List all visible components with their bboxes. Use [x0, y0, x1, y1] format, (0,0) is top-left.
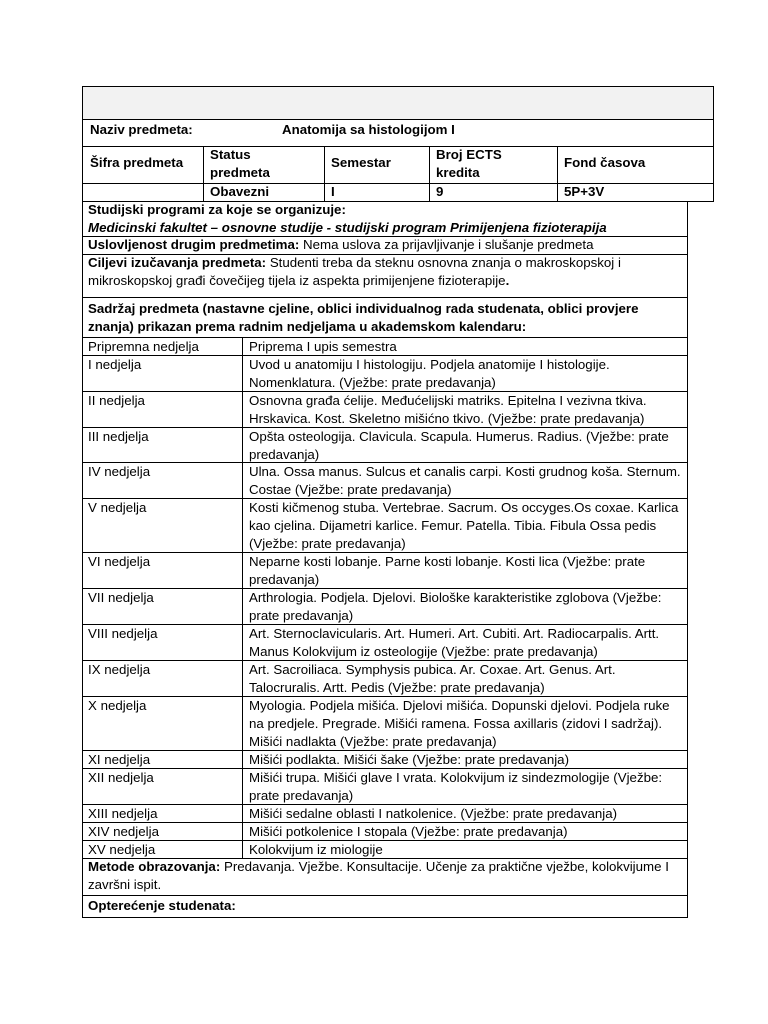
course-body-table: [82, 201, 688, 918]
week-row: [83, 768, 687, 804]
goals-end: .: [505, 272, 510, 288]
course-name-label: Naziv predmeta:: [90, 122, 193, 137]
week-label: VI nedjelja: [88, 554, 151, 569]
week-label: XIV nedjelja: [88, 824, 159, 839]
info-value-status: Obavezni: [210, 184, 270, 199]
week-label: VIII nedjelja: [88, 626, 158, 641]
week-row: [83, 552, 687, 588]
prerequisites-label: Uslovljenost drugim predmetima:: [88, 237, 300, 252]
info-header-semester: Semestar: [331, 155, 391, 170]
week-label: X nedjelja: [88, 698, 147, 713]
week-label: IX nedjelja: [88, 662, 151, 677]
week-row: [83, 750, 687, 768]
week-topic: Art. Sternoclavicularis. Art. Humeri. Art. Cubiti. Art. Radiocarpalis. Artt. Manus Kolokvijum iz osteologije (Vježbe: prate predavanja): [249, 626, 660, 659]
week-topic: Opšta osteologija. Clavicula. Scapula. Humerus. Radius. (Vježbe: prate predavanja): [249, 429, 669, 462]
week-row: [83, 337, 687, 355]
week-topic: Ulna. Ossa manus. Sulcus et canalis carpi. Kosti grudnog koša. Sternum. Costae (Vježbe: prate predavanja): [249, 464, 681, 497]
week-row: [83, 427, 687, 462]
week-topic: Mišići potkolenice I stopala (Vježbe: prate predavanja): [249, 824, 568, 839]
week-topic: Uvod u anatomiju I histologiju. Podjela anatomije I histologije. Nomenklatura. (Vježbe: prate predavanja): [249, 357, 610, 390]
methods-label: Metode obrazovanja:: [88, 859, 221, 874]
week-label: II nedjelja: [88, 393, 145, 408]
header-blank-row: [83, 87, 713, 119]
info-header-hours: Fond časova: [564, 155, 646, 170]
week-label: Pripremna nedjelja: [88, 339, 199, 354]
week-row: [83, 391, 687, 427]
week-row: [83, 588, 687, 624]
week-topic: Osnovna građa ćelije. Međućelijski matriks. Epitelna I vezivna tkiva. Hrskavica. Kost. Skeletno mišićno tkivo. (Vježbe: prate predavanja): [249, 393, 647, 426]
workload-label: Opterećenje studenata:: [88, 898, 236, 913]
week-topic: Art. Sacroiliaca. Symphysis pubica. Ar. Coxae. Art. Genus. Art. Talocruralis. Artt. Pedis (Vježbe: prate predavanja): [249, 662, 616, 695]
week-label: III nedjelja: [88, 429, 149, 444]
week-topic: Mišići sedalne oblasti I natkolenice. (Vježbe: prate predavanja): [249, 806, 618, 821]
programs-value: Medicinski fakultet – osnovne studije - studijski program Primijenjena fizioterapija: [88, 219, 607, 235]
week-topic: Neparne kosti lobanje. Parne kosti lobanje. Kosti lica (Vježbe: prate predavanja): [249, 554, 646, 587]
goals-block: [83, 254, 687, 290]
week-row: [83, 624, 687, 660]
week-row: [83, 355, 687, 391]
info-value-semester: I: [331, 184, 335, 199]
week-row: [83, 660, 687, 696]
week-topic: Mišići trupa. Mišići glave I vrata. Kolokvijum iz sindezmologije (Vježbe: prate predavanja): [249, 770, 663, 803]
week-label: XI nedjelja: [88, 752, 151, 767]
programs-label: Studijski programi za koje se organizuje:: [88, 202, 346, 217]
methods-block: [83, 858, 687, 894]
goals-label: Ciljevi izučavanja predmeta:: [88, 255, 267, 270]
week-row: [83, 840, 687, 859]
week-label: XV nedjelja: [88, 842, 156, 857]
week-label: XII nedjelja: [88, 770, 154, 785]
info-value-ects: 9: [436, 184, 444, 199]
week-topic: Kosti kičmenog stuba. Vertebrae. Sacrum. Os occyges.Os coxae. Karlica kao cjelina. Dijametri karlice. Femur. Patella. Tibia. Fibula Ossa pedis (Vježbe: prate predavanja): [249, 500, 679, 551]
week-row: [83, 804, 687, 822]
programs-block: [83, 201, 687, 236]
week-row: [83, 462, 687, 498]
week-topic: Arthrologia. Podjela. Djelovi. Biološke karakteristike zglobova (Vježbe: prate predavanja): [249, 590, 662, 623]
week-row: [83, 822, 687, 840]
week-row: [83, 696, 687, 750]
info-header-status: Status predmeta: [210, 147, 270, 180]
course-header-table: [82, 86, 714, 202]
content-heading: Sadržaj predmeta (nastavne cjeline, oblici individualnog rada studenata, oblici provjere znanja) prikazan prema radnim nedjeljama u akademskom kalendaru:: [88, 301, 639, 334]
info-header-code: Šifra predmeta: [90, 155, 184, 170]
week-label: VII nedjelja: [88, 590, 154, 605]
goals-value: Studenti treba da steknu osnovna znanja o makroskopskoj i mikroskopskoj građi čovečijeg tijela iz aspekta primijenjene fizioterapije: [88, 255, 621, 288]
week-label: I nedjelja: [88, 357, 142, 372]
week-topic: Mišići podlakta. Mišići šake (Vježbe: prate predavanja): [249, 752, 570, 767]
week-label: XIII nedjelja: [88, 806, 158, 821]
methods-value: Predavanja. Vježbe. Konsultacije. Učenje za praktične vježbe, kolokvijume I završni ispit.: [88, 859, 669, 892]
week-label: V nedjelja: [88, 500, 147, 515]
week-topic: Myologia. Podjela mišića. Djelovi mišića. Dopunski djelovi. Podjela ruke na predjele. Pregrade. Mišići ramena. Fossa axillaris (zidovi I sadržaj). Mišići nadlakta (Vježbe: prate predavanja): [249, 698, 670, 749]
week-topic: Kolokvijum iz miologije: [249, 842, 383, 857]
info-value-hours: 5P+3V: [564, 184, 605, 199]
prerequisites-value: Nema uslova za prijavljivanje i slušanje predmeta: [303, 237, 594, 252]
week-row: [83, 498, 687, 552]
prerequisites-block: [83, 236, 687, 254]
weeks-table: [83, 337, 687, 859]
course-name-value: Anatomija sa histologijom I: [282, 122, 455, 137]
week-label: IV nedjelja: [88, 464, 151, 479]
week-topic: Priprema I upis semestra: [249, 339, 397, 354]
info-header-ects: Broj ECTS kredita: [436, 147, 502, 180]
